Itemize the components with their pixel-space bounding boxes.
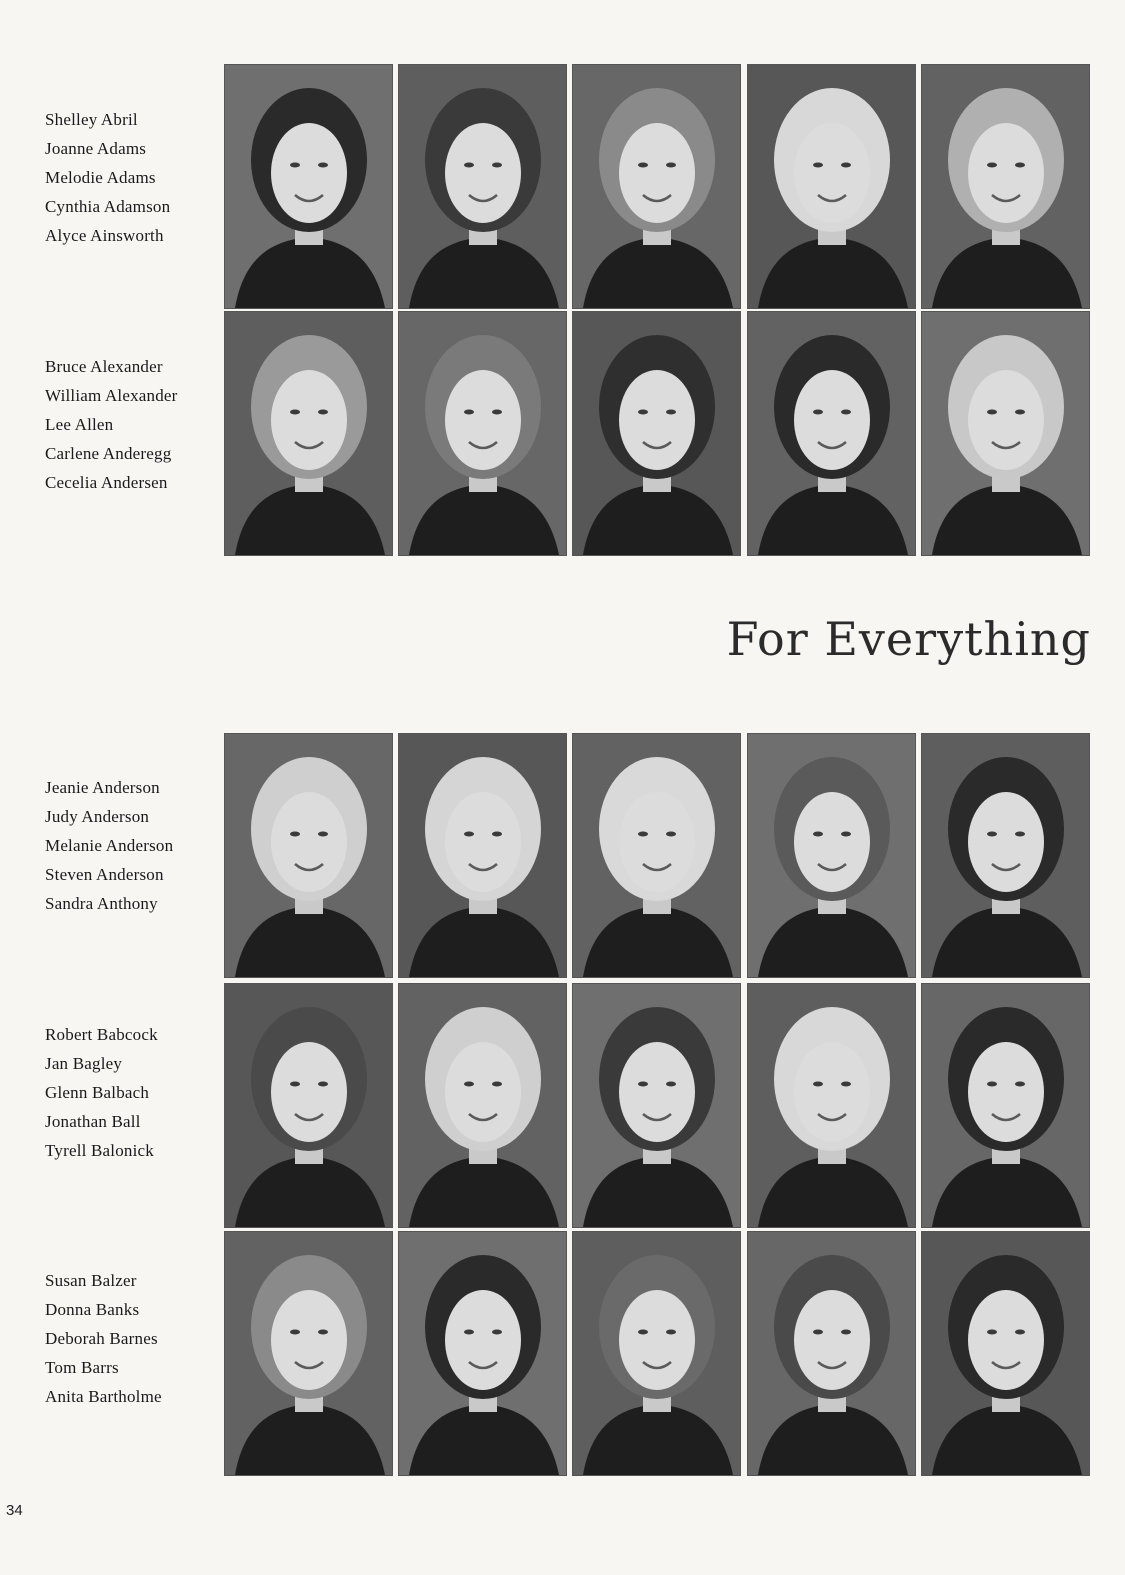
student-name: Susan Balzer: [45, 1271, 137, 1290]
portrait-image: [573, 734, 740, 977]
student-portrait: [398, 1231, 567, 1476]
portrait-image: [748, 984, 915, 1227]
page-number: 34: [6, 1502, 23, 1519]
student-name: Alyce Ainsworth: [45, 226, 164, 245]
student-name: Bruce Alexander: [45, 357, 163, 376]
portrait-image: [922, 734, 1089, 977]
student-portrait: [572, 733, 741, 978]
portrait-image: [748, 734, 915, 977]
portrait-image: [573, 312, 740, 555]
student-portrait: [224, 64, 393, 309]
student-name: Steven Anderson: [45, 865, 164, 884]
student-portrait: [572, 983, 741, 1228]
student-name: Judy Anderson: [45, 807, 150, 826]
student-name: Glenn Balbach: [45, 1083, 150, 1102]
student-portrait: [747, 1231, 916, 1476]
student-portrait: [921, 733, 1090, 978]
student-name: Jan Bagley: [45, 1054, 123, 1073]
portrait-image: [922, 65, 1089, 308]
portrait-image: [573, 1232, 740, 1475]
student-portrait: [224, 1231, 393, 1476]
student-name: Sandra Anthony: [45, 894, 158, 913]
student-name: Anita Bartholme: [45, 1387, 162, 1406]
student-portrait: [921, 1231, 1090, 1476]
student-name: William Alexander: [45, 386, 178, 405]
name-list-row-4: [45, 1020, 215, 1165]
student-portrait: [921, 983, 1090, 1228]
portrait-image: [748, 312, 915, 555]
student-portrait: [224, 983, 393, 1228]
student-name: Robert Babcock: [45, 1025, 158, 1044]
name-list-row-5: [45, 1266, 215, 1411]
student-name: Tom Barrs: [45, 1358, 119, 1377]
portrait-image: [225, 984, 392, 1227]
student-name: Jonathan Ball: [45, 1112, 141, 1131]
portrait-image: [225, 312, 392, 555]
portrait-image: [225, 1232, 392, 1475]
student-portrait: [398, 64, 567, 309]
student-name: Melanie Anderson: [45, 836, 174, 855]
name-list-row-2: [45, 352, 215, 497]
portrait-image: [922, 1232, 1089, 1475]
student-name: Melodie Adams: [45, 168, 156, 187]
student-portrait: [398, 733, 567, 978]
portrait-image: [399, 984, 566, 1227]
student-portrait: [572, 64, 741, 309]
student-name: Cynthia Adamson: [45, 197, 171, 216]
student-name: Deborah Barnes: [45, 1329, 158, 1348]
portrait-image: [399, 734, 566, 977]
student-name: Jeanie Anderson: [45, 778, 160, 797]
portrait-image: [573, 984, 740, 1227]
student-portrait: [747, 311, 916, 556]
student-portrait: [398, 311, 567, 556]
portrait-image: [225, 734, 392, 977]
portrait-image: [748, 65, 915, 308]
portrait-image: [573, 65, 740, 308]
student-name: Joanne Adams: [45, 139, 147, 158]
student-portrait: [921, 311, 1090, 556]
student-portrait: [921, 64, 1090, 309]
portrait-image: [922, 984, 1089, 1227]
section-headline: For Everything: [726, 612, 1091, 666]
portrait-image: [748, 1232, 915, 1475]
student-portrait: [572, 311, 741, 556]
student-portrait: [747, 983, 916, 1228]
student-portrait: [572, 1231, 741, 1476]
student-portrait: [747, 733, 916, 978]
portrait-image: [399, 1232, 566, 1475]
student-name: Donna Banks: [45, 1300, 140, 1319]
portrait-image: [225, 65, 392, 308]
student-name: Lee Allen: [45, 415, 114, 434]
student-portrait: [224, 311, 393, 556]
portrait-image: [922, 312, 1089, 555]
student-name: Carlene Anderegg: [45, 444, 172, 463]
name-list-row-1: [45, 105, 215, 250]
portrait-image: [399, 65, 566, 308]
name-list-row-3: [45, 773, 215, 918]
student-portrait: [224, 733, 393, 978]
student-portrait: [747, 64, 916, 309]
student-name: Cecelia Andersen: [45, 473, 168, 492]
student-portrait: [398, 983, 567, 1228]
portrait-image: [399, 312, 566, 555]
student-name: Tyrell Balonick: [45, 1141, 154, 1160]
student-name: Shelley Abril: [45, 110, 138, 129]
